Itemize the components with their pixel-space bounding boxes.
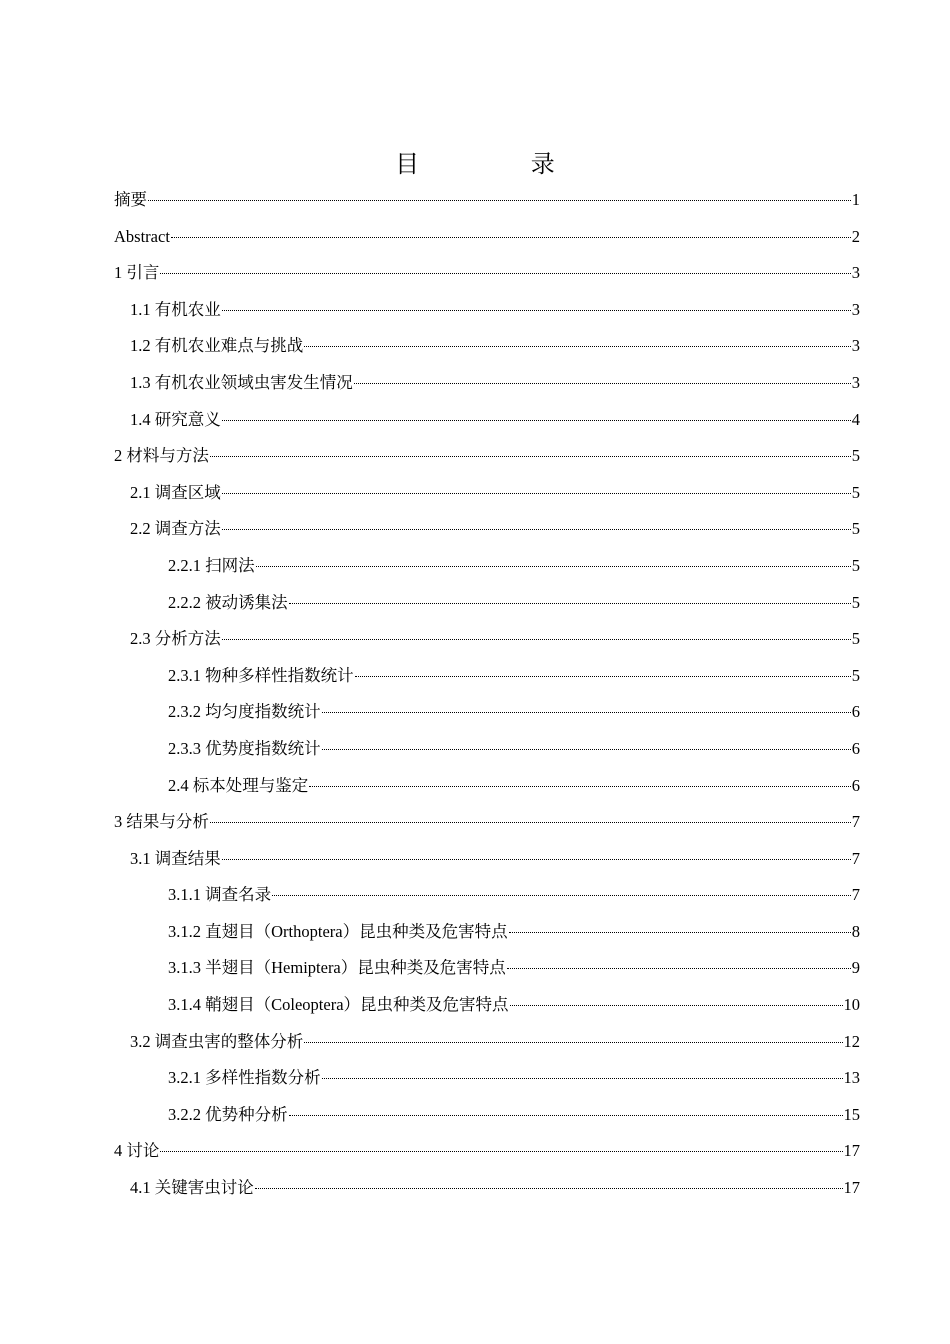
toc-entry-page-number: 3 <box>851 336 860 356</box>
dot-leader <box>509 931 851 933</box>
dot-leader <box>222 309 851 311</box>
toc-entry[interactable] <box>114 1170 860 1207</box>
dot-leader <box>222 858 851 860</box>
toc-entry-page-number: 2 <box>851 226 860 246</box>
toc-entry[interactable] <box>114 877 860 914</box>
toc-entry-page-number: 6 <box>851 775 860 795</box>
dot-leader <box>354 382 851 384</box>
toc-entry[interactable] <box>114 768 860 805</box>
toc-entry[interactable] <box>114 365 860 402</box>
toc-entry-text: 摘要 <box>114 190 147 209</box>
toc-entry[interactable] <box>114 987 860 1024</box>
dot-leader <box>289 1114 843 1116</box>
toc-entry-text: 2.3.1 物种多样性指数统计 <box>168 665 354 685</box>
toc-entry[interactable] <box>114 219 860 256</box>
dot-leader <box>256 565 851 567</box>
toc-entry-text: 1.2 有机农业难点与挑战 <box>130 336 304 356</box>
toc-entry-page-number: 3 <box>851 263 860 283</box>
toc-entry[interactable] <box>114 438 860 475</box>
toc-entry[interactable] <box>114 804 860 841</box>
toc-entry-text: 2 材料与方法 <box>114 446 209 466</box>
dot-leader <box>272 894 851 896</box>
toc-entry-page-number: 6 <box>851 702 860 722</box>
toc-entry-text: 2.1 调查区域 <box>130 482 221 502</box>
toc-entry[interactable] <box>114 182 860 219</box>
toc-entry-page-number: 5 <box>851 665 860 685</box>
dot-leader <box>289 602 851 604</box>
toc-entry[interactable] <box>114 694 860 731</box>
toc-entry-page-number: 5 <box>851 446 860 466</box>
dot-leader <box>222 492 851 494</box>
toc-entry[interactable] <box>114 1024 860 1061</box>
toc-entry-text: 2.3.3 优势度指数统计 <box>168 738 321 758</box>
toc-entry-page-number: 7 <box>851 885 860 905</box>
dot-leader <box>148 199 851 201</box>
dot-leader <box>322 711 851 713</box>
toc-entry-page-number: 3 <box>851 372 860 392</box>
dot-leader <box>160 1150 842 1152</box>
toc-list <box>114 182 860 1207</box>
toc-entry[interactable] <box>114 255 860 292</box>
dot-leader <box>222 528 851 530</box>
toc-entry-page-number: 15 <box>843 1104 860 1124</box>
toc-entry-page-number: 1 <box>851 190 860 209</box>
toc-entry-text: 3.1.3 半翅目（Hemiptera）昆虫种类及危害特点 <box>168 958 506 978</box>
toc-entry[interactable] <box>114 511 860 548</box>
toc-entry[interactable] <box>114 1060 860 1097</box>
toc-entry-page-number: 12 <box>843 1031 860 1051</box>
dot-leader <box>304 1041 842 1043</box>
toc-entry[interactable] <box>114 658 860 695</box>
toc-entry-text: 2.2.1 扫网法 <box>168 555 255 575</box>
toc-entry-page-number: 9 <box>851 958 860 978</box>
toc-entry-page-number: 5 <box>851 629 860 649</box>
toc-entry-page-number: 13 <box>843 1068 860 1088</box>
toc-entry-text: 3.2.1 多样性指数分析 <box>168 1068 321 1088</box>
dot-leader <box>171 236 851 238</box>
toc-entry-text: 3.1.4 鞘翅目（Coleoptera）昆虫种类及危害特点 <box>168 995 509 1015</box>
dot-leader <box>210 455 851 457</box>
toc-entry-text: 2.2.2 被动诱集法 <box>168 592 288 612</box>
toc-entry-text: 2.3 分析方法 <box>130 629 221 649</box>
dot-leader <box>510 1004 843 1006</box>
dot-leader <box>222 638 851 640</box>
toc-entry-text: 3.1.2 直翅目（Orthoptera）昆虫种类及危害特点 <box>168 921 508 941</box>
toc-entry-text: 3.2.2 优势种分析 <box>168 1104 288 1124</box>
toc-entry-page-number: 7 <box>851 848 860 868</box>
toc-entry-text: 3.1.1 调查名录 <box>168 885 272 905</box>
toc-entry-text: 1.4 研究意义 <box>130 409 221 429</box>
toc-entry[interactable] <box>114 292 860 329</box>
toc-title: 目 录 <box>395 150 607 178</box>
toc-entry-text: 1.1 有机农业 <box>130 299 221 319</box>
toc-entry-text: 3 结果与分析 <box>114 812 209 832</box>
toc-entry[interactable] <box>114 328 860 365</box>
dot-leader <box>255 1187 843 1189</box>
toc-entry-page-number: 17 <box>843 1178 860 1198</box>
toc-entry[interactable] <box>114 1097 860 1134</box>
toc-entry[interactable] <box>114 950 860 987</box>
toc-entry-text: 2.4 标本处理与鉴定 <box>168 775 309 795</box>
dot-leader <box>304 345 851 347</box>
toc-entry[interactable] <box>114 475 860 512</box>
dot-leader <box>309 785 851 787</box>
toc-entry-text: 4 讨论 <box>114 1141 160 1161</box>
toc-entry-page-number: 7 <box>851 812 860 832</box>
dot-leader <box>322 748 851 750</box>
toc-entry[interactable] <box>114 402 860 439</box>
toc-entry-page-number: 5 <box>851 592 860 612</box>
toc-entry-text: 1.3 有机农业领域虫害发生情况 <box>130 372 353 392</box>
toc-entry-page-number: 3 <box>851 299 860 319</box>
toc-entry-page-number: 5 <box>851 482 860 502</box>
toc-entry[interactable] <box>114 1133 860 1170</box>
toc-entry[interactable] <box>114 621 860 658</box>
toc-entry[interactable] <box>114 731 860 768</box>
toc-entry-page-number: 17 <box>843 1141 860 1161</box>
toc-entry-text: 3.1 调查结果 <box>130 848 221 868</box>
dot-leader <box>222 419 851 421</box>
toc-entry[interactable] <box>114 841 860 878</box>
toc-entry-page-number: 8 <box>851 921 860 941</box>
toc-entry[interactable] <box>114 548 860 585</box>
toc-entry-page-number: 4 <box>851 409 860 429</box>
toc-entry-page-number: 5 <box>851 555 860 575</box>
toc-entry[interactable] <box>114 585 860 622</box>
dot-leader <box>322 1077 843 1079</box>
dot-leader <box>355 675 851 677</box>
toc-entry-text: 3.2 调查虫害的整体分析 <box>130 1031 304 1051</box>
toc-entry-page-number: 10 <box>843 995 860 1015</box>
toc-entry[interactable] <box>114 914 860 951</box>
toc-entry-text: 1 引言 <box>114 263 160 283</box>
toc-entry-text: 4.1 关键害虫讨论 <box>130 1178 254 1198</box>
toc-entry-page-number: 6 <box>851 738 860 758</box>
toc-entry-text: 2.3.2 均匀度指数统计 <box>168 702 321 722</box>
toc-entry-text: 2.2 调查方法 <box>130 519 221 539</box>
dot-leader <box>160 272 850 274</box>
toc-entry-page-number: 5 <box>851 519 860 539</box>
dot-leader <box>507 967 851 969</box>
dot-leader <box>210 821 851 823</box>
toc-entry-text: Abstract <box>114 226 170 246</box>
